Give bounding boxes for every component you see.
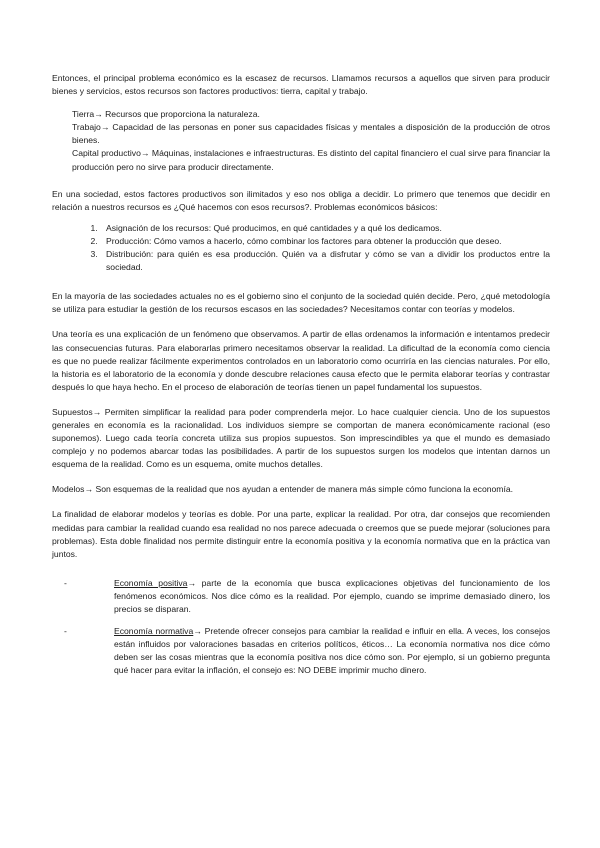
document-page xyxy=(52,72,550,686)
positive-economics-term: Economía positiva xyxy=(114,577,188,588)
factors-list xyxy=(52,108,550,173)
problem-produccion: 2. Producción: Cómo vamos a hacerlo, cómo combinar los factores para obtener la producción que deseo. xyxy=(100,235,550,248)
positive-economics-item xyxy=(52,577,550,616)
dash-marker: - xyxy=(64,626,67,637)
problems-list xyxy=(52,222,550,274)
normative-economics-item xyxy=(52,625,550,677)
majority-paragraph: En la mayoría de las sociedades actuales no es el gobierno sino el conjunto de la sociedad quién decide. Pero, ¿qué metodología se utiliza para estudiar la gestión de los recursos escasos en las sociedades? Necesitamos contar con teorías y modelos. xyxy=(52,291,550,315)
factor-trabajo: Trabajo→ Capacidad de las personas en poner sus capacidades físicas y mentales a disposición de la producción de otros bienes. xyxy=(72,122,550,146)
society-paragraph: En una sociedad, estos factores productivos son ilimitados y eso nos obliga a decidir. Lo primero que tenemos que decidir en relación a nuestros recursos es ¿Qué hacemos con esos recursos?. Problemas económicos básicos: xyxy=(52,188,550,212)
dash-marker: - xyxy=(64,577,67,588)
models-paragraph: Modelos→ Son esquemas de la realidad que nos ayudan a entender de manera más simple cómo funciona la economía. xyxy=(52,484,513,495)
problem-distribucion: 3. Distribución: para quién es esa producción. Quién va a disfrutar y cómo se van a dividir los productos entre la sociedad. xyxy=(100,248,550,274)
problem-asignacion: 1. Asignación de los recursos: Qué producimos, en qué cantidades y a qué los dedicamos. xyxy=(100,222,550,235)
positive-economics-text: → parte de la economía que busca explicaciones objetivas del funcionamiento de los fenómenos económicos. Nos dice cómo es la realidad. Por ejemplo, cuando se imprime demasiado dinero, los precios se disparan. xyxy=(114,577,551,614)
intro-paragraph: Entonces, el principal problema económico es la escasez de recursos. Llamamos recursos a aquellos que sirven para producir bienes y servicios, estos recursos son factores productivos: tierra, capital y trabajo. xyxy=(52,73,550,97)
theory-paragraph: Una teoría es una explicación de un fenómeno que observamos. A partir de ellas ordenamos la información e intentamos predecir las consecuencias futuras. Para elaborarlas primero necesitamos observar la realidad. La dificultad de la economía como ciencia es que no puede realizar fácilmente experimentos controlados en un laboratorio como ocurriría en las ciencias naturales. Por ello, la historia es el laboratorio de la economía y donde descubre relaciones causa efecto que le permita elaborar teorías y contrastar después lo que haya hecho. En el proceso de elaboración de teorías tienen un papel fundamental los supuestos. xyxy=(52,329,550,392)
normative-economics-text: → Pretende ofrecer consejos para cambiar la realidad e influir en ella. A veces, los consejos están influidos por valoraciones basadas en criterios políticos, éticos… La economía normativa nos dice cómo deben ser las cosas mientras que la economía positiva nos dice cómo son. Por ejemplo, si un gobierno pregunta qué hacer para evitar la inflación, el consejo es: NO DEBE imprimir mucho dinero. xyxy=(114,626,551,676)
factor-capital: Capital productivo→ Máquinas, instalaciones e infraestructuras. Es distinto del capital financiero el cual sirve para financiar la producción pero no sirve para producir directamente. xyxy=(72,148,550,172)
normative-economics-term: Economía normativa xyxy=(114,626,194,637)
assumptions-paragraph: Supuestos→ Permiten simplificar la realidad para poder comprenderla mejor. Lo hace cualquier ciencia. Uno de los supuestos generales en economía es la racionalidad. Los individuos siempre se comportan de manera económicamente racional (eso suponemos). Luego cada teoría concreta utiliza sus propios supuestos. Son imprescindibles ya que el mundo es demasiado complejo y no podemos abarcar todas las posibilidades. A partir de los supuestos surgen los modelos que intentan darnos un esquema de la realidad. Como es un esquema, omite muchos detalles. xyxy=(52,406,550,470)
factor-tierra: Tierra→ Recursos que proporciona la naturaleza. xyxy=(72,109,260,120)
purpose-paragraph: La finalidad de elaborar modelos y teorías es doble. Por una parte, explicar la realidad. Por otra, dar consejos que recomienden medidas para cambiar la realidad cuando esa realidad no nos parece adecuada o creemos que se puede mejorar (soluciones para problemas). Esta doble finalidad nos permite distinguir entre la economía positiva y la economía normativa que en la práctica van juntos. xyxy=(52,509,550,559)
